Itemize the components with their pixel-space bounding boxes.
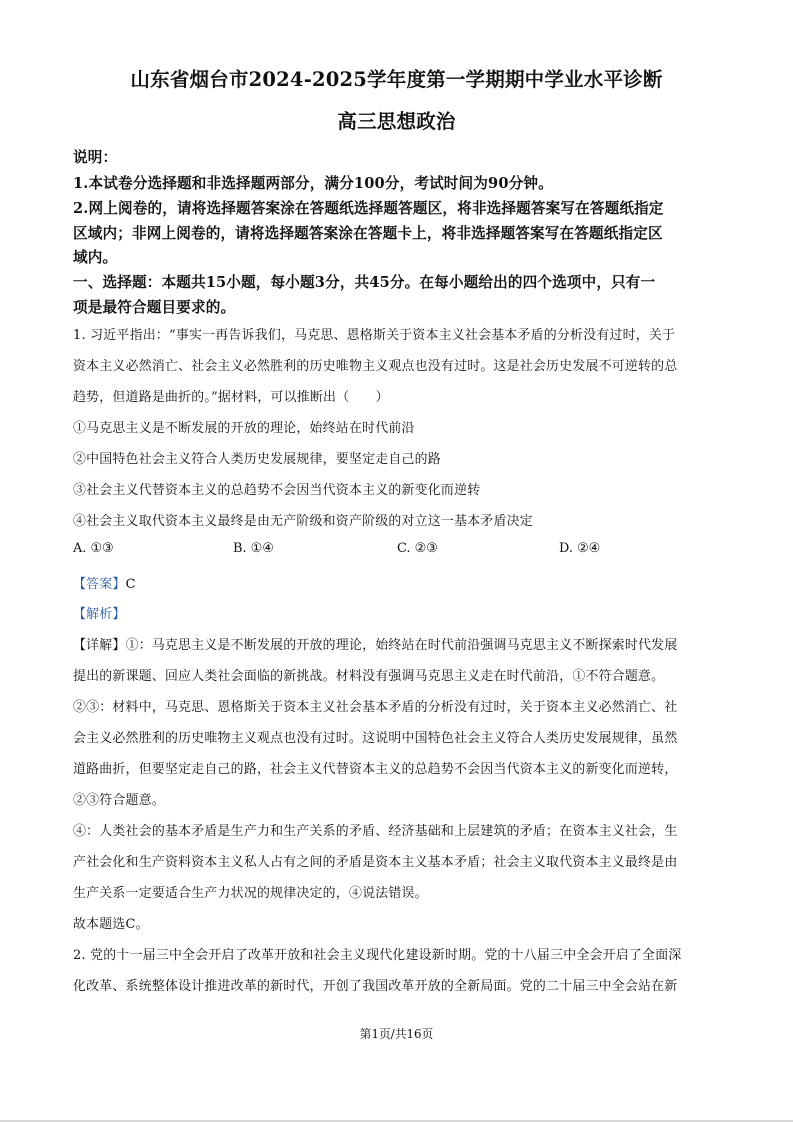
document-title: 山东省烟台市2024-2025学年度第一学期期中学业水平诊断 <box>130 68 663 91</box>
instructions-heading: 说明： <box>73 149 118 166</box>
question-1-detail-line-4: 会主义必然胜利的历史唯物主义观点也没有过时。这说明中国特色社会主义符合人类历史发展规律，虽然 <box>73 731 678 746</box>
question-1-option-b: B. ①④ <box>233 541 274 556</box>
question-1-stem-line-3: 趋势，但道路是曲折的。”据材料，可以推断出（ ） <box>73 390 389 405</box>
instruction-item-1: 1.本试卷分选择题和非选择题两部分，满分100分，考试时间为90分钟。 <box>73 175 553 192</box>
question-1-detail-line-9: 生产关系一定要适合生产力状况的规律决定的，④说法错误。 <box>73 886 428 901</box>
section-heading-line-2: 项是最符合题目要求的。 <box>73 299 236 316</box>
question-1-detail-line-8: 产社会化和生产资料资本主义私人占有之间的矛盾是资本主义基本矛盾；社会主义取代资本主义最终是由 <box>73 855 678 870</box>
question-1-option-d: D. ②④ <box>559 541 601 556</box>
answer-value: C <box>125 577 136 592</box>
question-1-stem-line-1: 1. 习近平指出：“事实一再告诉我们，马克思、恩格斯关于资本主义社会基本矛盾的分析没有过时，关于 <box>73 328 676 343</box>
instruction-item-2-line-2: 区域内；非网上阅卷的，请将选择题答案涂在答题卡上，将非选择题答案写在答题纸指定区 <box>73 225 663 242</box>
answer-label: 【答案】 <box>73 577 126 592</box>
detail-text: ①：马克思主义是不断发展的开放的理论，始终站在时代前沿强调马克思主义不断探索时代发展 <box>125 638 678 653</box>
question-1-option-a: A. ①③ <box>73 541 114 556</box>
analysis-label: 【解析】 <box>73 607 126 622</box>
page-number-footer: 第1页/共16页 <box>359 1027 434 1041</box>
question-1-conclusion: 故本题选C。 <box>73 917 149 932</box>
question-1-answer <box>73 573 136 592</box>
question-1-detail-line-3: ②③：材料中，马克思、恩格斯关于资本主义社会基本矛盾的分析没有过时，关于资本主义必然消亡、社 <box>73 700 678 715</box>
instruction-item-2-line-3: 域内。 <box>73 249 118 266</box>
question-1-statement: ④社会主义取代资本主义最终是由无产阶级和资产阶级的对立这一基本矛盾决定 <box>73 514 533 529</box>
section-heading-line-1: 一、选择题：本题共15小题，每小题3分，共45分。在每小题给出的四个选项中，只有一 <box>73 274 656 291</box>
question-1-detail-line-5: 道路曲折，但要坚定走自己的路，社会主义代替资本主义的总趋势不会因当代资本主义的新变化而逆转， <box>73 762 678 777</box>
detail-label: 【详解】 <box>73 638 126 653</box>
question-1-detail-line-6: ②③符合题意。 <box>73 793 165 808</box>
document-subtitle: 高三思想政治 <box>337 110 456 133</box>
question-1-detail-line-2: 提出的新课题、回应人类社会面临的新挑战。材料没有强调马克思主义走在时代前沿，①不符合题意。 <box>73 669 665 684</box>
question-1-statement: ②中国特色社会主义符合人类历史发展规律，要坚定走自己的路 <box>73 452 441 467</box>
question-1-stem-line-2: 资本主义必然消亡、社会主义必然胜利的历史唯物主义观点也没有过时。这是社会历史发展不可逆转的总 <box>73 359 678 374</box>
instruction-item-2-line-1: 2.网上阅卷的，请将选择题答案涂在答题纸选择题答题区，将非选择题答案写在答题纸指定 <box>73 200 664 217</box>
question-1-detail-line-1 <box>73 634 677 653</box>
question-2-stem-line-1: 2. 党的十一届三中全会开启了改革开放和社会主义现代化建设新时期。党的十八届三中全会开启了全面深 <box>73 948 682 963</box>
question-2-stem-line-2: 化改革、系统整体设计推进改革的新时代，开创了我国改革开放的全新局面。党的二十届三中全会站在新 <box>73 979 678 994</box>
question-1-statement: ③社会主义代替资本主义的总趋势不会因当代资本主义的新变化而逆转 <box>73 483 481 498</box>
question-1-statement: ①马克思主义是不断发展的开放的理论，始终站在时代前沿 <box>73 421 415 436</box>
question-1-option-c: C. ②③ <box>397 541 438 556</box>
question-1-detail-line-7: ④：人类社会的基本矛盾是生产力和生产关系的矛盾、经济基础和上层建筑的矛盾；在资本主义社会，生 <box>73 824 678 839</box>
